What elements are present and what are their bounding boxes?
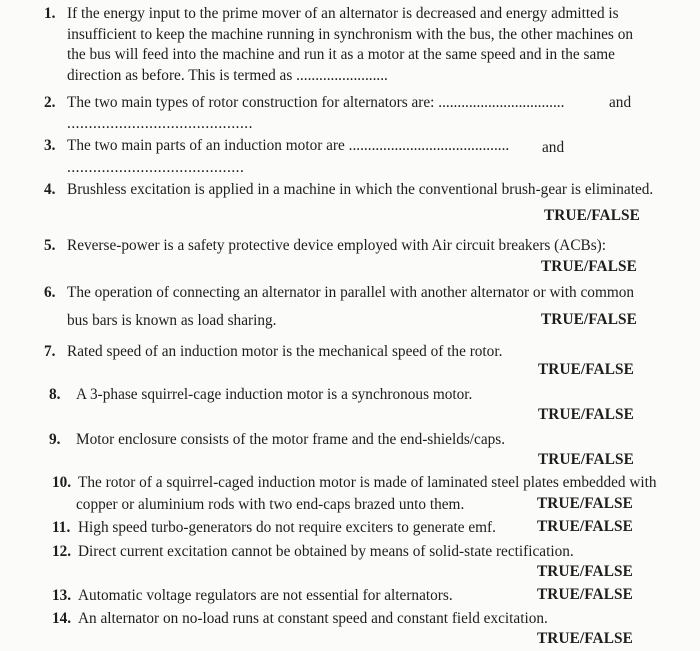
question-2-blank: ........................................... — [67, 115, 253, 132]
question-13-answer: TRUE/FALSE — [537, 586, 633, 603]
question-11-text: High speed turbo-generators do not require exciters to generate emf. — [78, 519, 496, 536]
question-8-answer: TRUE/FALSE — [538, 406, 634, 423]
question-11-answer: TRUE/FALSE — [537, 518, 633, 535]
question-2-text: The two main types of rotor construction for alternators are: ................................. — [67, 94, 565, 111]
question-4-answer: TRUE/FALSE — [544, 207, 640, 224]
question-9-number: 9. — [49, 431, 61, 448]
question-5-number: 5. — [44, 237, 56, 254]
question-13-text: Automatic voltage regulators are not essential for alternators. — [78, 587, 453, 604]
question-4-number: 4. — [44, 181, 56, 198]
question-14-text: An alternator on no-load runs at constant speed and constant field excitation. — [78, 610, 548, 627]
question-8-text: A 3-phase squirrel-cage induction motor is a synchronous motor. — [76, 386, 473, 403]
question-9-text: Motor enclosure consists of the motor frame and the end-shields/caps. — [76, 431, 506, 448]
question-6-line-2: bus bars is known as load sharing. — [67, 312, 277, 329]
question-6-line-1: The operation of connecting an alternator in parallel with another alternator or with common — [67, 284, 635, 301]
question-6-number: 6. — [44, 284, 56, 301]
question-13-number: 13. — [52, 587, 72, 604]
question-5-answer: TRUE/FALSE — [541, 258, 637, 275]
question-2-number: 2. — [44, 94, 56, 111]
question-8-number: 8. — [49, 386, 61, 403]
question-12-number: 12. — [52, 543, 72, 560]
question-3-blank: ......................................... — [67, 159, 245, 176]
question-7-answer: TRUE/FALSE — [538, 361, 634, 378]
question-11-number: 11. — [52, 519, 71, 536]
question-12-text: Direct current excitation cannot be obtained by means of solid-state rectification. — [78, 543, 574, 560]
question-12-answer: TRUE/FALSE — [537, 563, 633, 580]
question-3-and: and — [542, 139, 565, 156]
question-5-text: Reverse-power is a safety protective device employed with Air circuit breakers (ACBs): — [67, 237, 607, 254]
question-10-line-1: The rotor of a squirrel-caged induction motor is made of laminated steel plates embedded with — [78, 474, 657, 491]
question-1-text: If the energy input to the prime mover of an alternator is decreased and energy admitted is insufficient to keep the machine running in synchronism with the bus, the other machines on the bus will feed into the machine and run it as a motor at the same speed and in the same direction as before. This is termed as ........................ — [67, 5, 634, 84]
question-7-number: 7. — [44, 343, 56, 360]
question-14-number: 14. — [52, 610, 72, 627]
question-10-answer: TRUE/FALSE — [537, 495, 633, 512]
question-14-answer: TRUE/FALSE — [537, 630, 633, 647]
question-2-and: and — [609, 94, 632, 111]
question-7-text: Rated speed of an induction motor is the mechanical speed of the rotor. — [67, 343, 503, 360]
question-4-text: Brushless excitation is applied in a machine in which the conventional brush-gear is eliminated. — [67, 181, 654, 198]
question-10-number: 10. — [52, 474, 72, 491]
question-1-number: 1. — [44, 5, 56, 22]
question-3-text: The two main parts of an induction motor are .......................................... — [67, 137, 510, 154]
question-3-number: 3. — [44, 137, 56, 154]
question-6-answer: TRUE/FALSE — [541, 311, 637, 328]
question-10-line-2: copper or aluminium rods with two end-caps brazed unto them. — [76, 496, 465, 513]
question-9-answer: TRUE/FALSE — [538, 451, 634, 468]
